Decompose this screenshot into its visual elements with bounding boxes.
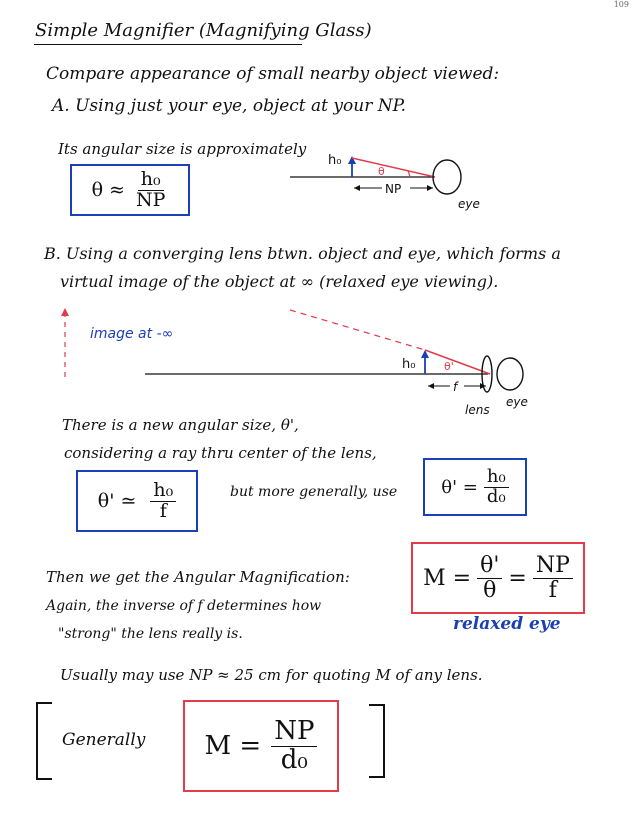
- magnification-formula-box: [411, 542, 585, 614]
- formula-fraction: [133, 167, 168, 211]
- formula-fraction: [150, 478, 176, 522]
- page-number: 109: [613, 0, 629, 9]
- part-a-angular-line: Its angular size is approximately: [58, 140, 307, 158]
- part-b-heading-2: virtual image of the object at ∞ (relaxed eye viewing).: [60, 272, 499, 291]
- magnification-line-2: Again, the inverse of f determines how: [46, 598, 322, 614]
- formula-fraction-2: [533, 554, 573, 601]
- general-formula-box: [183, 700, 339, 792]
- general-text: but more generally, use: [230, 484, 398, 500]
- usually-line: Usually may use NP ≈ 25 cm for quoting M of any lens.: [60, 666, 483, 684]
- diagram-a-eye-label: eye: [458, 197, 480, 211]
- formula-lhs: θ' =: [441, 476, 478, 498]
- formula-lhs: θ ≈: [91, 179, 125, 201]
- magnification-line-3: "strong" the lens really is.: [58, 626, 243, 642]
- formula-denominator: d₀: [280, 744, 308, 775]
- formula-lhs: θ' ≃: [97, 490, 137, 512]
- title-underline: [34, 44, 302, 45]
- diagram-a-h-label: h₀: [328, 153, 342, 168]
- formula-numerator: NP: [271, 718, 317, 746]
- formula-fraction-1: [477, 554, 502, 601]
- left-bracket: [36, 702, 52, 780]
- magnification-line-1: Then we get the Angular Magnification:: [46, 568, 350, 586]
- formula-denominator-1: θ: [483, 577, 497, 603]
- formula-lhs: M =: [204, 731, 262, 761]
- new-angle-text: There is a new angular size, θ',: [62, 416, 299, 434]
- formula-numerator: h₀: [484, 468, 509, 488]
- formula-numerator-2: NP: [533, 554, 573, 578]
- considering-text: considering a ray thru center of the lens,: [64, 444, 377, 462]
- formula-equals: =: [508, 565, 527, 591]
- relaxed-eye-note: relaxed eye: [453, 614, 561, 634]
- diagram-b-image-label: image at -∞: [90, 326, 174, 342]
- part-b-formula-box-1: [76, 470, 198, 532]
- formula-denominator: NP: [135, 188, 166, 211]
- formula-numerator: h₀: [150, 481, 176, 502]
- formula-denominator: d₀: [486, 485, 506, 507]
- formula-denominator: f: [159, 499, 167, 522]
- part-b-heading-1: B. Using a converging lens btwn. object and eye, which forms a: [44, 244, 561, 263]
- diagram-b-theta: θ': [444, 360, 454, 373]
- diagram-b-h-label: h₀: [402, 357, 416, 372]
- diagram-a-theta: θ: [378, 165, 385, 178]
- diagram-b-eye-label: eye: [506, 395, 528, 409]
- intro-text: Compare appearance of small nearby object viewed:: [46, 64, 500, 84]
- part-a-heading: A. Using just your eye, object at your NP.: [52, 96, 407, 116]
- part-b-formula-box-2: [423, 458, 527, 516]
- formula-fraction: [271, 718, 317, 774]
- eye-np-diagram: [290, 140, 490, 215]
- lens-diagram: [50, 298, 570, 418]
- formula-fraction: [484, 465, 509, 507]
- formula-lhs: M =: [423, 565, 472, 591]
- eye-shape-b: [497, 358, 523, 390]
- formula-denominator-2: f: [548, 577, 557, 603]
- diagram-b-lens-label: lens: [465, 403, 490, 417]
- page-title: Simple Magnifier (Magnifying Glass): [35, 20, 372, 41]
- eye-shape: [433, 160, 461, 194]
- part-a-formula-box: [70, 164, 190, 216]
- formula-numerator: h₀: [138, 170, 164, 191]
- diagram-b-f-label: f: [453, 380, 458, 394]
- right-bracket: [369, 704, 385, 778]
- formula-numerator-1: θ': [477, 554, 502, 578]
- diagram-a-np-label: NP: [385, 182, 402, 196]
- generally-label: Generally: [62, 730, 146, 750]
